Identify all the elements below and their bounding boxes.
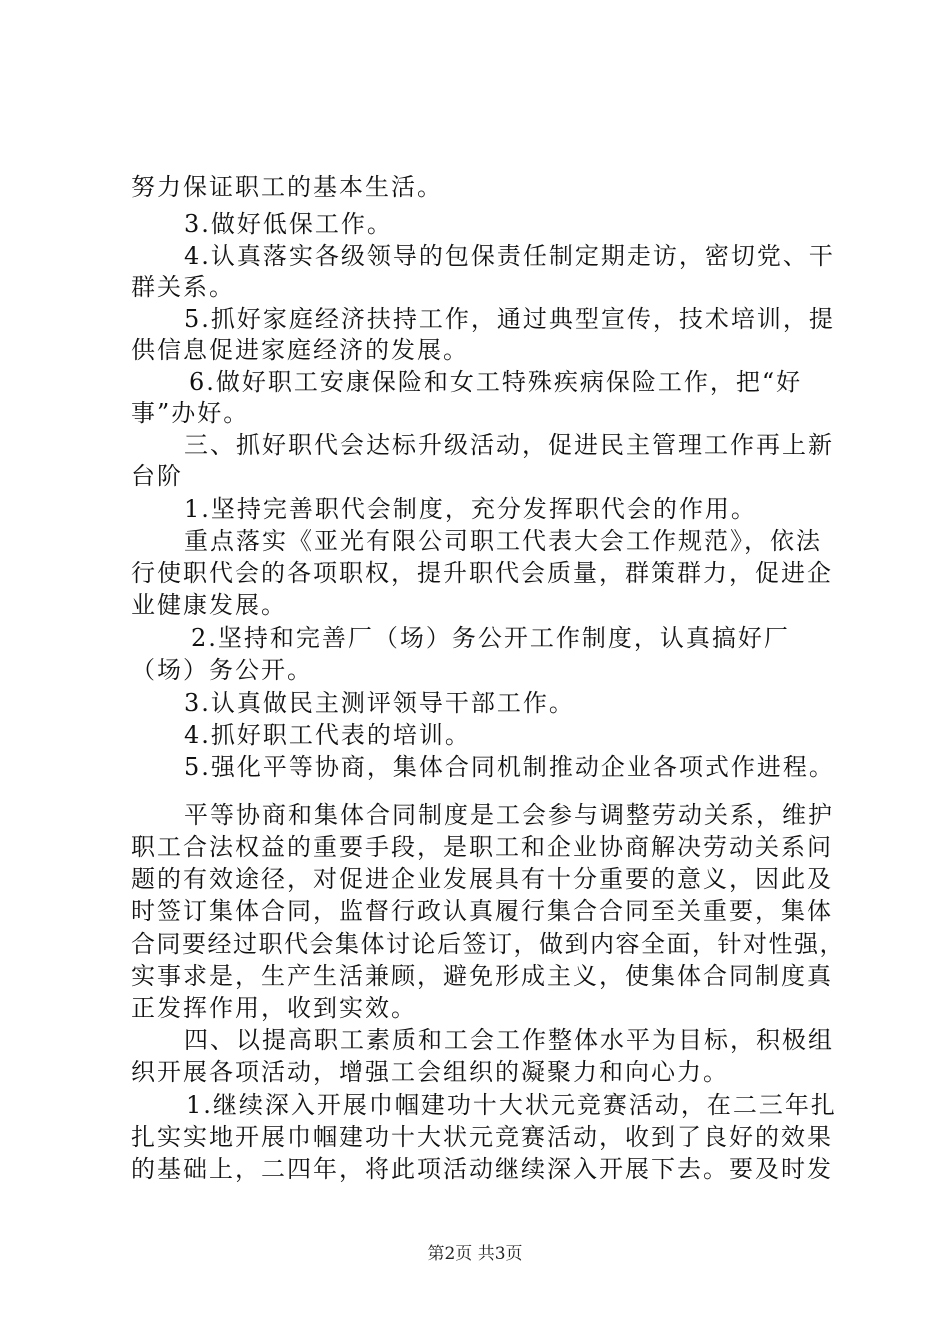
text-line: 努力保证职工的基本生活。 [131,173,443,201]
text-line: （场）务公开。 [131,656,313,684]
text-line: 供信息促进家庭经济的发展。 [131,336,469,364]
text-line: 群关系。 [131,273,235,301]
text-line: 时签订集体合同，监督行政认真履行集合合同至关重要，集体 [131,897,833,925]
text-line: 平等协商和集体合同制度是工会参与调整劳动关系，维护 [184,801,834,829]
text-line: 4.抓好职工代表的培训。 [184,721,471,749]
text-line: 5.强化平等协商，集体合同机制推动企业各项式作进程。 [184,753,835,781]
text-line: 织开展各项活动，增强工会组织的凝聚力和向心力。 [131,1058,729,1086]
text-line: 四、以提高职工素质和工会工作整体水平为目标，积极组 [184,1026,834,1054]
text-line: 行使职代会的各项职权，提升职代会质量，群策群力，促进企 [131,559,833,587]
text-line: 职工合法权益的重要手段，是职工和企业协商解决劳动关系问 [131,833,833,861]
text-line: 1.继续深入开展巾帼建功十大状元竞赛活动，在二三年扎 [186,1091,837,1119]
text-line: 业健康发展。 [131,591,287,619]
text-line: 台阶 [131,462,183,490]
text-line: 题的有效途径，对促进企业发展具有十分重要的意义，因此及 [131,865,833,893]
text-line: 4.认真落实各级领导的包保责任制定期走访，密切党、干 [184,242,835,270]
text-line: 6.做好职工安康保险和女工特殊疾病保险工作，把“好 [189,368,803,396]
text-line: 合同要经过职代会集体讨论后签订，做到内容全面，针对性强， [131,930,845,958]
text-line: 扎实实地开展巾帼建功十大状元竞赛活动，收到了良好的效果 [131,1123,833,1151]
text-line: 的基础上，二四年，将此项活动继续深入开展下去。要及时发 [131,1155,833,1183]
text-line: 3.认真做民主测评领导干部工作。 [184,689,575,717]
text-line: 1.坚持完善职代会制度，充分发挥职代会的作用。 [184,495,757,523]
text-line: 重点落实《亚光有限公司职工代表大会工作规范》，依法 [184,527,822,555]
text-line: 正发挥作用，收到实效。 [131,994,417,1022]
text-line: 3.做好低保工作。 [184,210,393,238]
page-number-footer: 第2页 共3页 [427,1244,523,1264]
text-line: 2.坚持和完善厂（场）务公开工作制度，认真搞好厂 [191,624,790,652]
text-line: 5.抓好家庭经济扶持工作，通过典型宣传，技术培训，提 [184,305,835,333]
text-line: 事”办好。 [131,399,250,427]
text-line: 三、抓好职代会达标升级活动，促进民主管理工作再上新 [184,431,834,459]
text-line: 实事求是，生产生活兼顾，避免形成主义，使集体合同制度真 [131,962,833,990]
